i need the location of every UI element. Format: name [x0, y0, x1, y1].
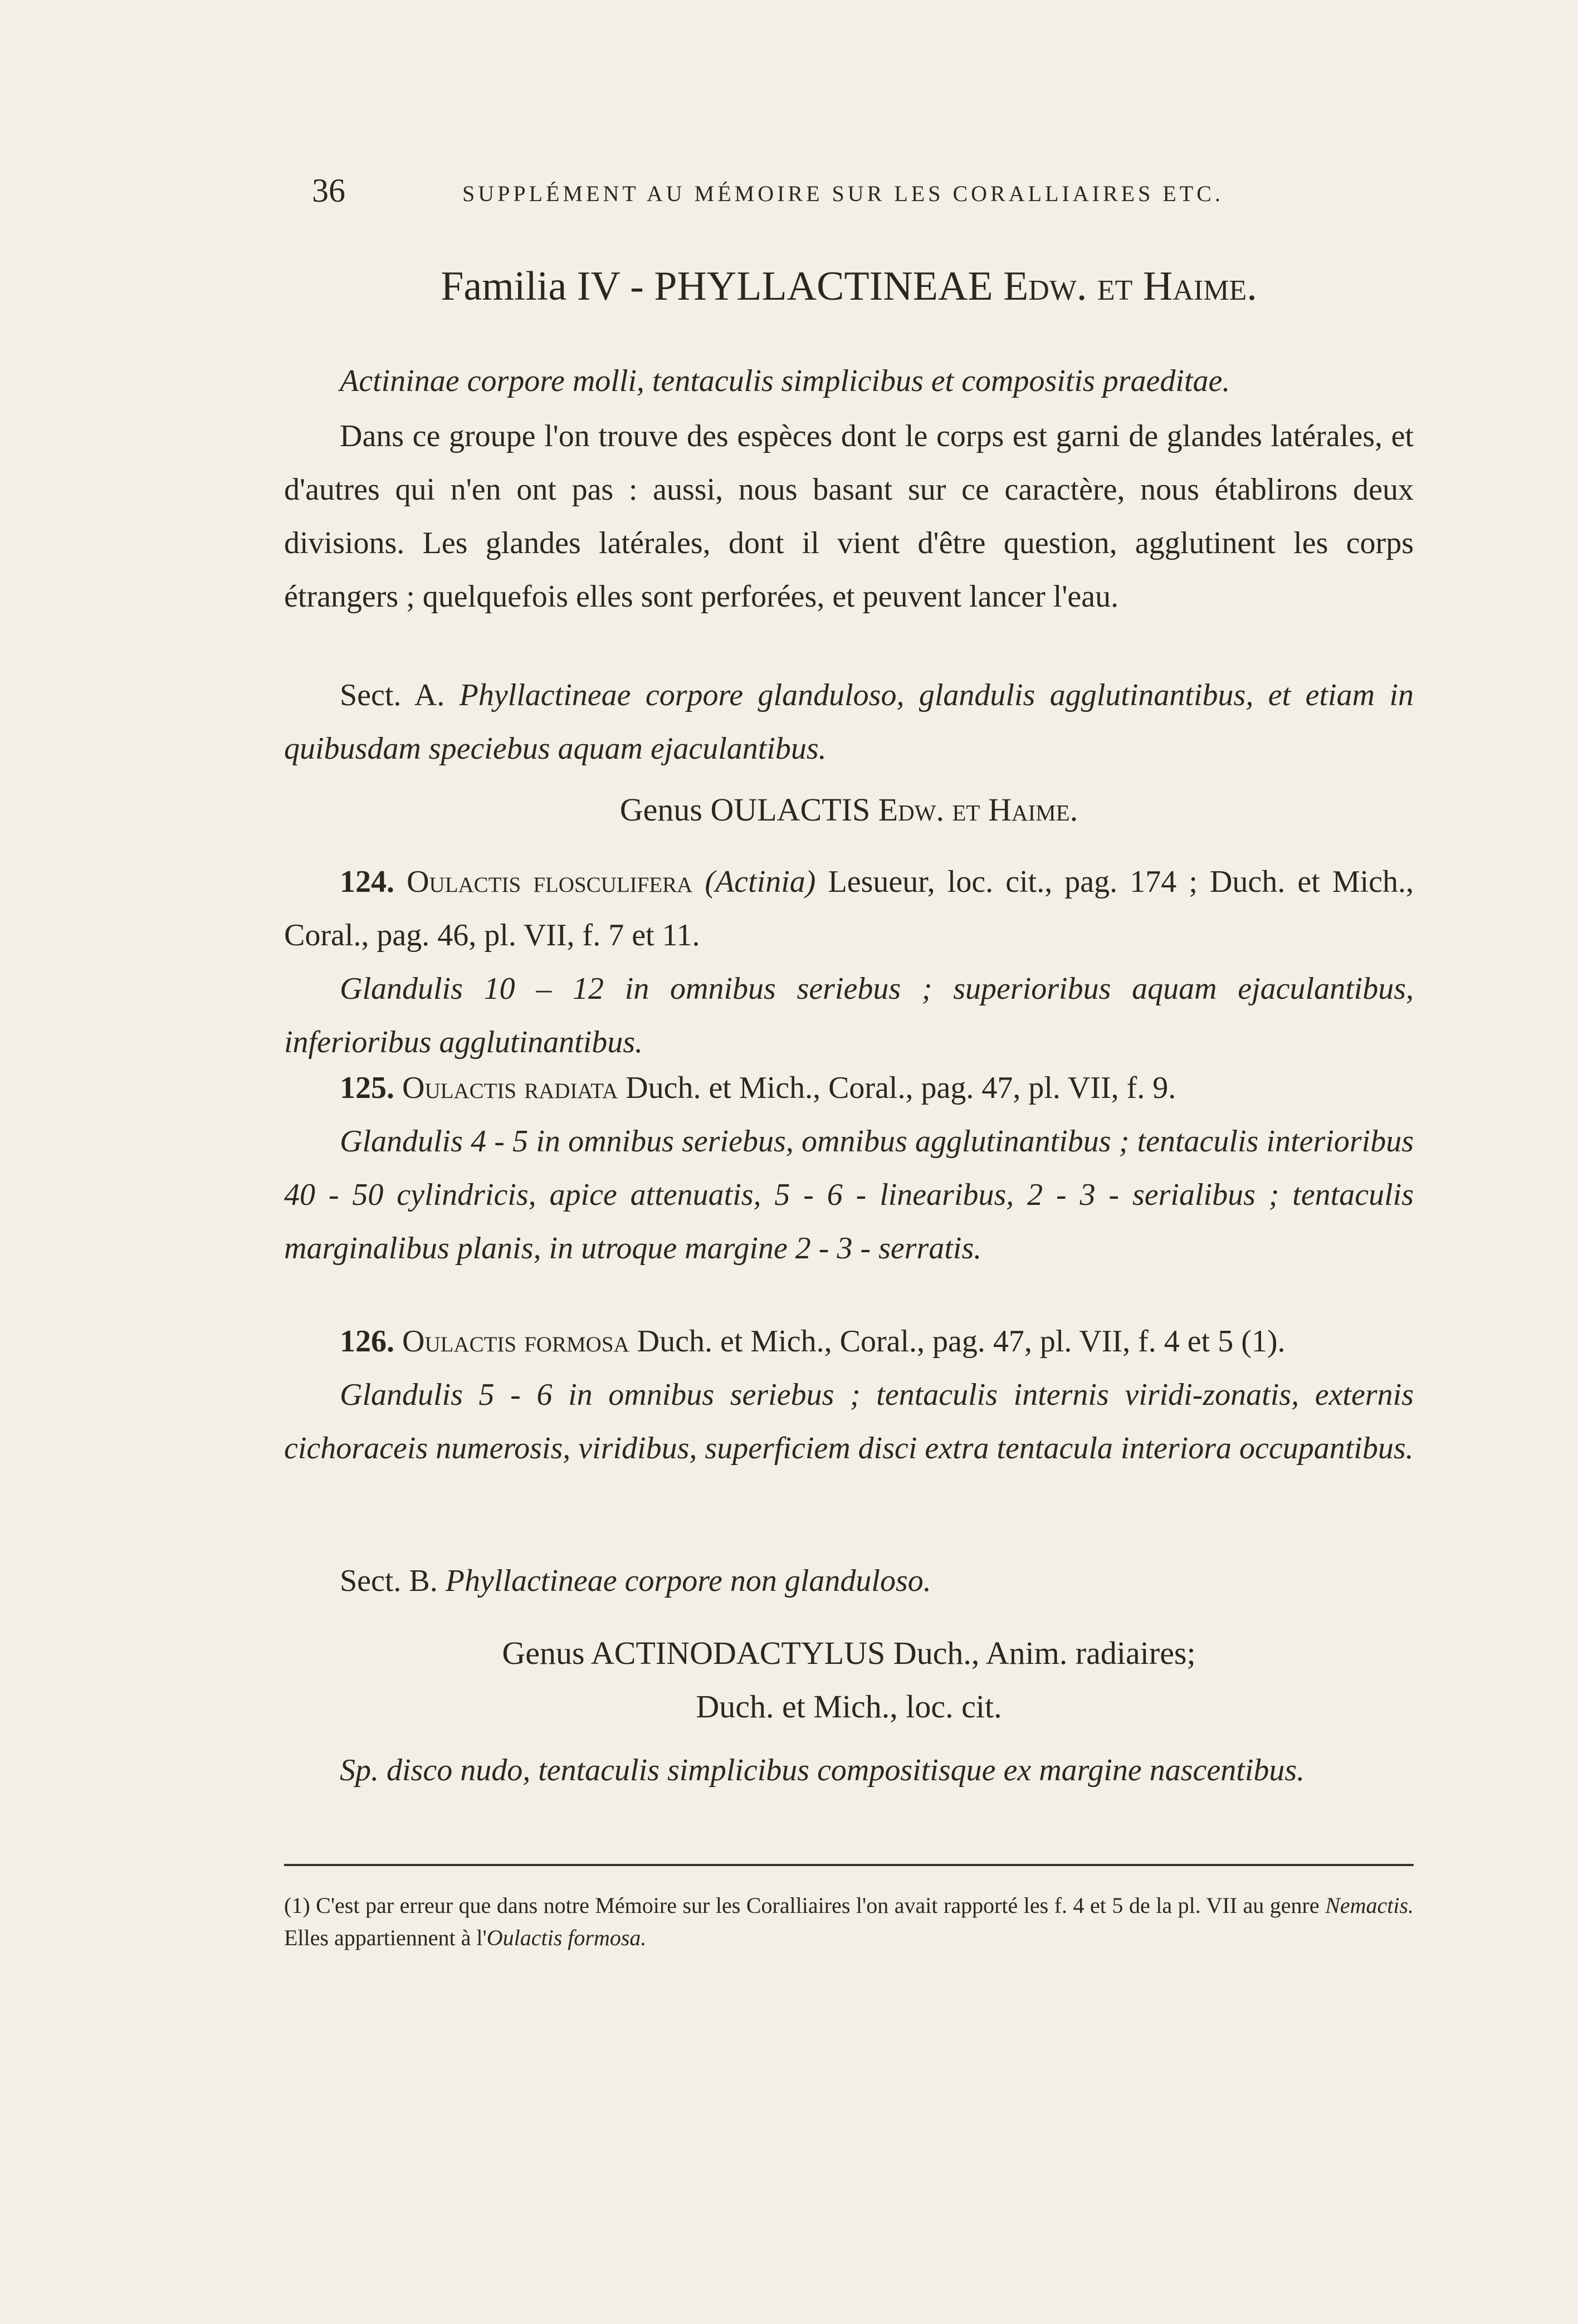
- species-number: 124.: [340, 865, 394, 899]
- genus-oulactis-author: Edw. et Haime.: [878, 792, 1078, 828]
- footnote-text-before: C'est par erreur que dans notre Mémoire sur les Coralliaires l'on avait rapporté les f. 4 et 5 de la pl. VII au genre: [316, 1893, 1320, 1918]
- running-title: SUPPLÉMENT AU MÉMOIRE SUR LES CORALLIAIRES ETC.: [462, 181, 1224, 206]
- section-b: [284, 1554, 1414, 1608]
- species-name: Oulactis flosculifera: [407, 865, 693, 899]
- species-entry-124: [284, 855, 1414, 1069]
- footnote-text-after: Elles appartiennent à l': [284, 1925, 487, 1950]
- footnote-genus: Nemactis.: [1325, 1893, 1414, 1918]
- family-title: Familia IV - PHYLLACTINEAE: [441, 263, 993, 309]
- genus-actinodactylus-line2: Duch. et Mich., loc. cit.: [696, 1688, 1002, 1725]
- species-diagnosis: Glandulis 4 - 5 in omnibus seriebus, omnibus agglutinantibus ; tentaculis interioribus 40 - 50 cylindricis, apice attenuatis, 5 - 6 - linearibus, 2 - 3 - serialibus ; tentaculis marginalibus planis, in utroque margine 2 - 3 - serratis.: [284, 1124, 1414, 1266]
- genus-actinodactylus-heading: [284, 1627, 1414, 1734]
- family-heading: [284, 263, 1414, 310]
- species-refs: Lesueur, loc. cit., pag. 174 ; Duch. et Mich., Coral., pag. 46, pl. VII, f. 7 et 11.: [284, 865, 1414, 953]
- section-a: [284, 668, 1414, 775]
- intro-text: Dans ce groupe l'on trouve des espèces dont le corps est garni de glandes latérales, et d'autres qui n'en ont pas : aussi, nous basant sur ce caractère, nous établirons deux divisions. Les glandes latérales, dont il vient d'être question, agglutinent les corps étrangers ; quelquefois elles sont perforées, et peuvent lancer l'eau.: [284, 419, 1414, 614]
- footnote-rule: [284, 1864, 1414, 1866]
- species-genus-ref: (Actinia): [705, 865, 816, 899]
- species-diagnosis: Glandulis 5 - 6 in omnibus seriebus ; tentaculis internis viridi-zonatis, externis cichoraceis numerosis, viridibus, superficiem disci extra tentacula interiora occupantibus.: [284, 1378, 1414, 1466]
- species-name: Oulactis formosa: [402, 1324, 629, 1359]
- footnote-mark: (1): [284, 1893, 310, 1918]
- species-description-text: Sp. disco nudo, tentaculis simplicibus compositisque ex margine nascentibus.: [340, 1753, 1305, 1788]
- section-a-text: Phyllactineae corpore glanduloso, glandulis agglutinantibus, et etiam in quibusdam speciebus aquam ejaculantibus.: [284, 678, 1414, 766]
- species-refs: Duch. et Mich., Coral., pag. 47, pl. VII, f. 4 et 5 (1).: [637, 1324, 1286, 1359]
- family-diagnosis: Actininae corpore molli, tentaculis simplicibus et compositis praeditae.: [340, 364, 1230, 398]
- intro-paragraph: [284, 409, 1414, 623]
- species-number: 125.: [340, 1071, 394, 1105]
- species-number: 126.: [340, 1324, 394, 1359]
- family-author: Edw. et Haime.: [1003, 263, 1257, 309]
- section-a-label: Sect. A.: [340, 678, 445, 712]
- section-b-text: Phyllactineae corpore non glanduloso.: [445, 1564, 931, 1598]
- section-b-label: Sect. B.: [340, 1564, 438, 1598]
- page-number: 36: [312, 172, 345, 209]
- species-entry-125: [284, 1061, 1414, 1275]
- species-description: [284, 1744, 1414, 1797]
- species-name: Oulactis radiata: [402, 1071, 618, 1105]
- footnote-species: Oulactis formosa.: [486, 1925, 647, 1950]
- species-diagnosis: Glandulis 10 – 12 in omnibus seriebus ; superioribus aquam ejaculantibus, inferioribus agglutinantibus.: [284, 971, 1414, 1060]
- footnote: [284, 1890, 1414, 1954]
- species-entry-126: [284, 1315, 1414, 1475]
- running-head: [284, 172, 1414, 216]
- genus-actinodactylus-line1: Genus ACTINODACTYLUS Duch., Anim. radiaires;: [502, 1635, 1196, 1671]
- species-refs: Duch. et Mich., Coral., pag. 47, pl. VII, f. 9.: [626, 1071, 1176, 1105]
- genus-oulactis-label: Genus OULACTIS: [619, 792, 871, 828]
- genus-oulactis-heading: [284, 791, 1414, 828]
